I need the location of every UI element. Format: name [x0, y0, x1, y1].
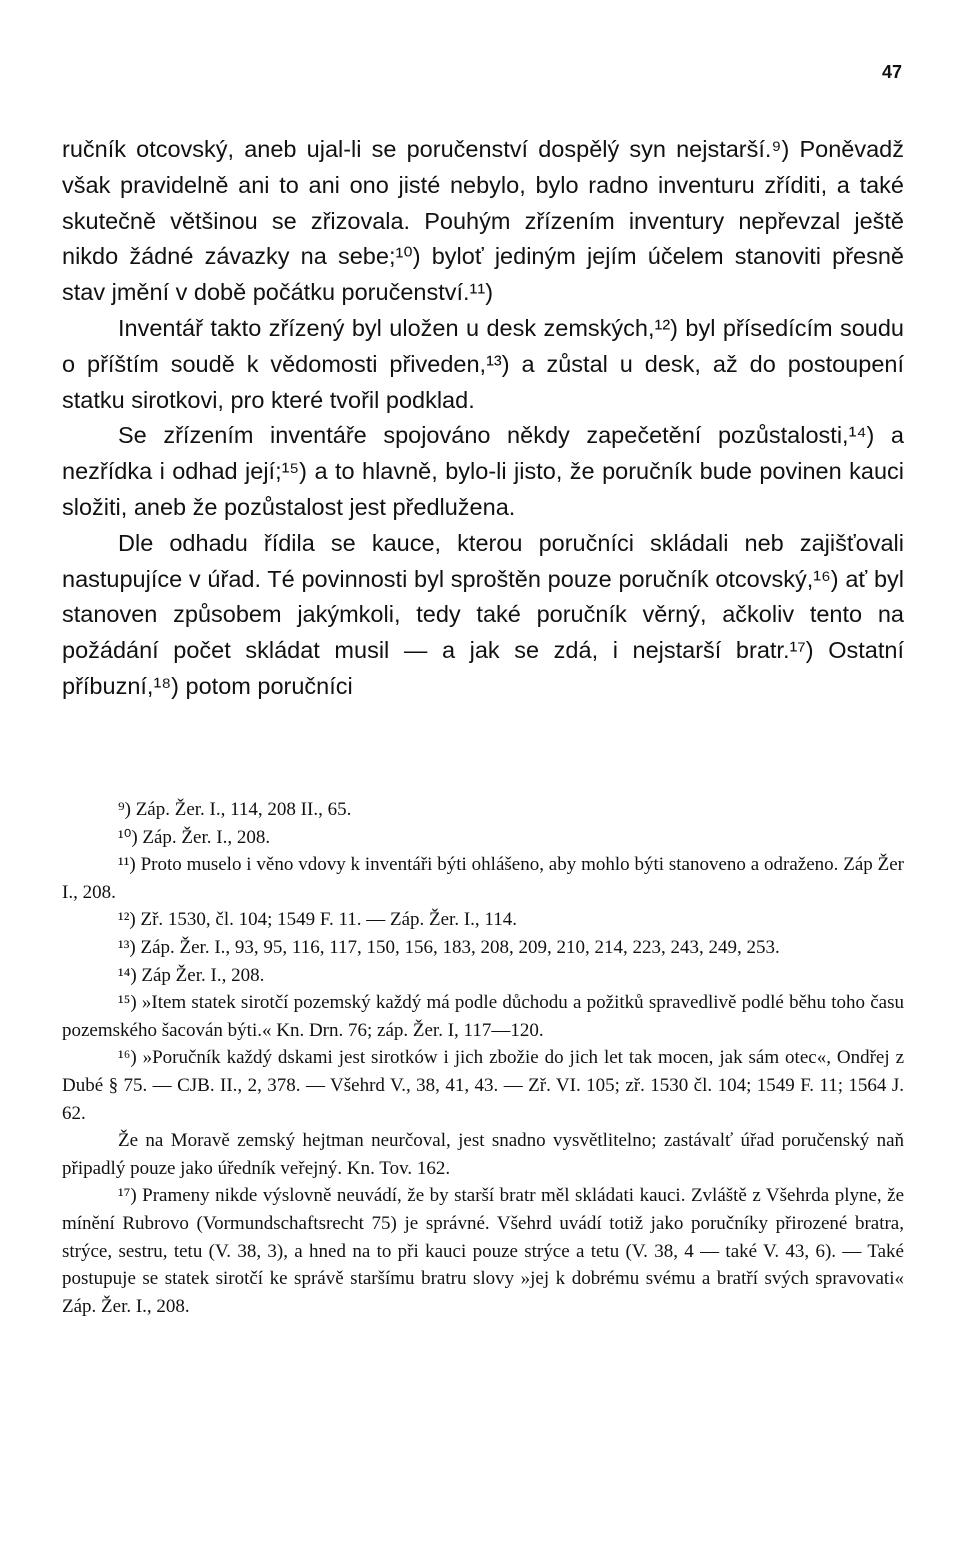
main-text	[62, 132, 904, 705]
paragraph: Inventář takto zřízený byl uložen u desk zemských,¹²) byl přísedícím soudu o příštím soudě k vědomosti přiveden,¹³) a zůstal u desk, až do postoupení statku sirotkovi, pro které tvořil podklad.	[62, 314, 904, 413]
footnotes	[62, 796, 904, 1320]
footnote: ¹⁵) »Item statek sirotčí pozemský každý má podle důchodu a požitků spravedlivě podlé běhu toho času pozemského šacován býti.« Kn. Drn. 76; záp. Žer. I, 117—120.	[62, 992, 904, 1041]
footnote: ¹⁶) »Poručník každý dskami jest sirotków i jich zbožie do jich let tak mocen, jak sám otec«, Ondřej z Dubé § 75. — CJB. II., 2, 378. — Všehrd V., 38, 41, 43. — Zř. VI. 105; zř. 1530 čl. 104; 1549 F. 11; 1564 J. 62.	[62, 1047, 904, 1124]
paragraph: ručník otcovský, aneb ujal-li se poručenství dospělý syn nejstarší.⁹) Poněvadž však pravidelně ani to ani ono jisté nebylo, bylo radno inventuru zříditi, a také skutečně většinou se zřizovala. Pouhým zřízením inventury nepřevzal ještě nikdo žádné závazky na sebe;¹⁰) byloť jediným jejím účelem stanoviti přesně stav jmění v době počátku poručenství.¹¹)	[62, 136, 904, 306]
page-number: 47	[881, 62, 902, 82]
footnote: ¹⁰) Záp. Žer. I., 208.	[118, 826, 271, 848]
footnote: ¹¹) Proto muselo i věno vdovy k inventáři býti ohlášeno, aby mohlo býti stanoveno a odraženo. Záp Žer I., 208.	[62, 854, 904, 903]
footnote: ¹²) Zř. 1530, čl. 104; 1549 F. 11. — Záp. Žer. I., 114.	[118, 909, 517, 931]
footnote: ¹³) Záp. Žer. I., 93, 95, 116, 117, 150, 156, 183, 208, 209, 210, 214, 223, 243, 249, 253.	[118, 936, 780, 958]
footnote: ¹⁷) Prameny nikde výslovně neuvádí, že by starší bratr měl skládati kauci. Zvláště z Všehrda plyne, že mínění Rubrovo (Vormundschaftsrecht 75) je správné. Všehrd uvádí totiž jako poručníky přirozené bratra, strýce, sestru, tetu (V. 38, 3), a hned na to při kauci pouze strýce a tetu (V. 38, 4 — také V. 43, 6). — Také postupuje se statek sirotčí ke správě staršímu bratru slovy »jej k dobrému svému a bratří svých spravovati« Záp. Žer. I., 208.	[62, 1185, 904, 1317]
paragraph: Dle odhadu řídila se kauce, kterou poručníci skládali neb zajišťovali nastupujíce v úřad. Té povinnosti byl sproštěn pouze poručník otcovský,¹⁶) ať byl stanoven způsobem jakýmkoli, tedy také poručník věrný, ačkoliv tento na požádání počet skládat musil — a jak se zdá, i nejstarší bratr.¹⁷) Ostatní příbuzní,¹⁸) potom poručníci	[62, 529, 904, 699]
footnote: Že na Moravě zemský hejtman neurčoval, jest snadno vysvětlitelno; zastávalť úřad poručenský naň připadlý pouze jako úředník veřejný. Kn. Tov. 162.	[62, 1130, 904, 1179]
footnote: ⁹) Záp. Žer. I., 114, 208 II., 65.	[118, 799, 352, 820]
footnote: ¹⁴) Záp Žer. I., 208.	[118, 964, 265, 986]
paragraph: Se zřízením inventáře spojováno někdy zapečetění pozůstalosti,¹⁴) a nezřídka i odhad její;¹⁵) a to hlavně, bylo-li jisto, že poručník bude povinen kauci složiti, aneb že pozůstalost jest předlužena.	[62, 422, 904, 520]
